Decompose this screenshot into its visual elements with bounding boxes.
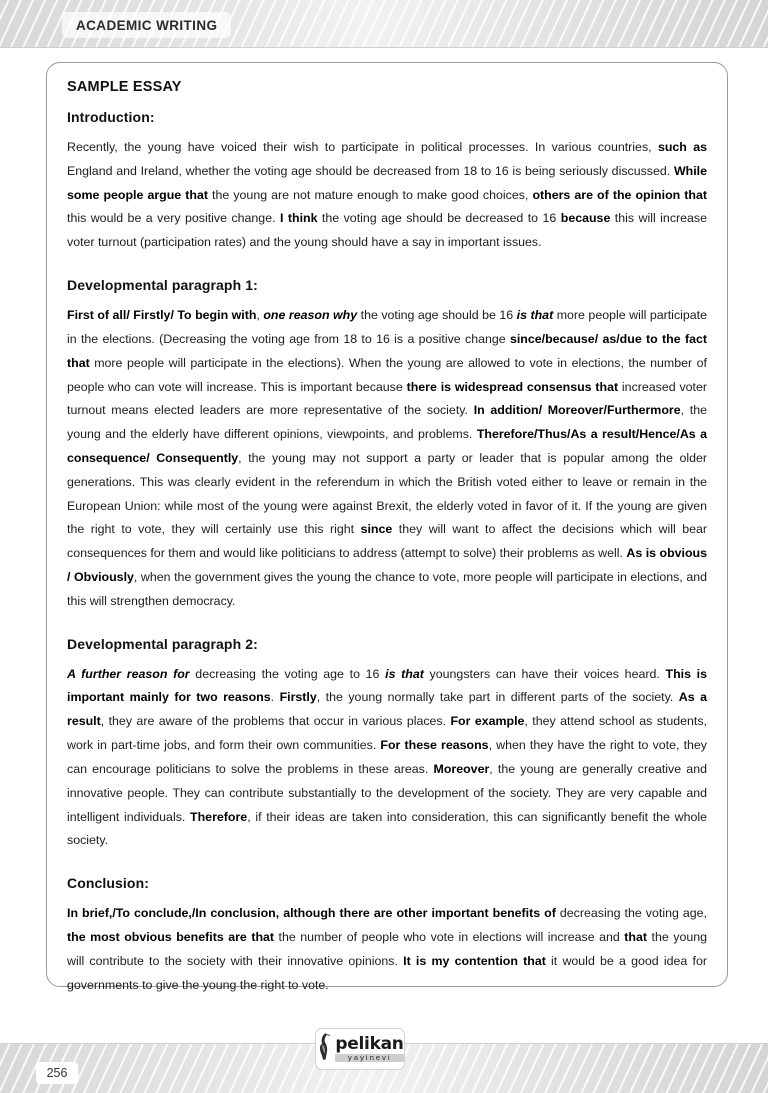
- section-body-introduction: Recently, the young have voiced their wish to participate in political processes. In various countries, such as England and Ireland, whether the voting age should be decreased from 18 to 16 is being seriously discussed. While some people argue that the young are not mature enough to make good choices, others are of the opinion that this would be a very positive change. I think the voting age should be decreased to 16 because this will increase voter turnout (participation rates) and the young should have a say in important issues.: [67, 140, 708, 250]
- publisher-logo: [315, 1028, 405, 1070]
- page-number-text: 256: [46, 1066, 68, 1080]
- section-body-developmental-1: First of all/ Firstly/ To begin with, one reason why the voting age should be 16 is that more people will participate in the elections. (Decreasing the voting age from 18 to 16 is a positive change since/because/ as/due to the fact that more people will participate in the elections). When the young are allowed to vote in elections, the number of people who can vote will increase. This is important because there is widespread consensus that increased voter turnout means elected leaders are more representative of the society. In addition/ Moreover/Furthermore, the young and the elderly have different opinions, viewpoints, and problems. Therefore/Thus/As a result/Hence/As a consequence/ Consequently, the young may not support a party or leader that is popular among the older generations. This was clearly evident in the referendum in which the British voted either to leave or remain in the European Union: while most of the young were against Brexit, the elderly voted in favor of it. If the young are given the right to vote, they will certainly use this right since they will want to affect the decisions which will bear consequences for them and would like politicians to address (attempt to solve) their problems as well. As is obvious / Obviously, when the government gives the young the chance to vote, more people will participate in elections, and this will strengthen democracy.: [67, 308, 708, 608]
- logo-main-text: pelikan: [335, 1033, 404, 1054]
- logo-sub-text: yayinevi: [335, 1054, 403, 1062]
- section-heading-developmental-1: Developmental paragraph 1:: [67, 277, 258, 294]
- pelican-bird-icon: [316, 1032, 333, 1067]
- page-title: SAMPLE ESSAY: [67, 79, 182, 95]
- section-heading-introduction: Introduction:: [67, 109, 155, 125]
- section-label-text: ACADEMIC WRITING: [76, 17, 218, 33]
- section-label-badge: [62, 12, 231, 38]
- section-introduction: [67, 109, 707, 255]
- page-number-badge: [36, 1062, 78, 1084]
- essay-content-card: [46, 62, 728, 992]
- section-body-developmental-2: A further reason for decreasing the voting age to 16 is that youngsters can have their voices heard. This is important mainly for two reasons. Firstly, the young normally take part in different parts of the society. As a result, they are aware of the problems that occur in various places. For example, they attend school as students, work in part-time jobs, and form their own communities. For these reasons, when they have the right to vote, they can encourage politicians to solve the problems in these areas. Moreover, the young are generally creative and innovative people. They can contribute substantially to the development of the society. They are very capable and intelligent individuals. Therefore, if their ideas are taken into consideration, this can significantly benefit the whole society.: [67, 666, 707, 848]
- section-conclusion: [67, 875, 707, 997]
- section-developmental-1: [67, 277, 707, 614]
- section-developmental-2: [67, 636, 707, 854]
- logo-wordmark: [335, 1033, 404, 1063]
- section-heading-developmental-2: Developmental paragraph 2:: [67, 635, 258, 652]
- section-body-conclusion: In brief,/To conclude,/In conclusion, although there are other important benefits of decreasing the voting age, the most obvious benefits are that the number of people who vote in elections will increase and that the young will contribute to the society with their innovative opinions. It is my contention that it would be a good idea for governments to give the young the right to vote.: [67, 906, 708, 992]
- section-heading-conclusion: Conclusion:: [67, 875, 149, 892]
